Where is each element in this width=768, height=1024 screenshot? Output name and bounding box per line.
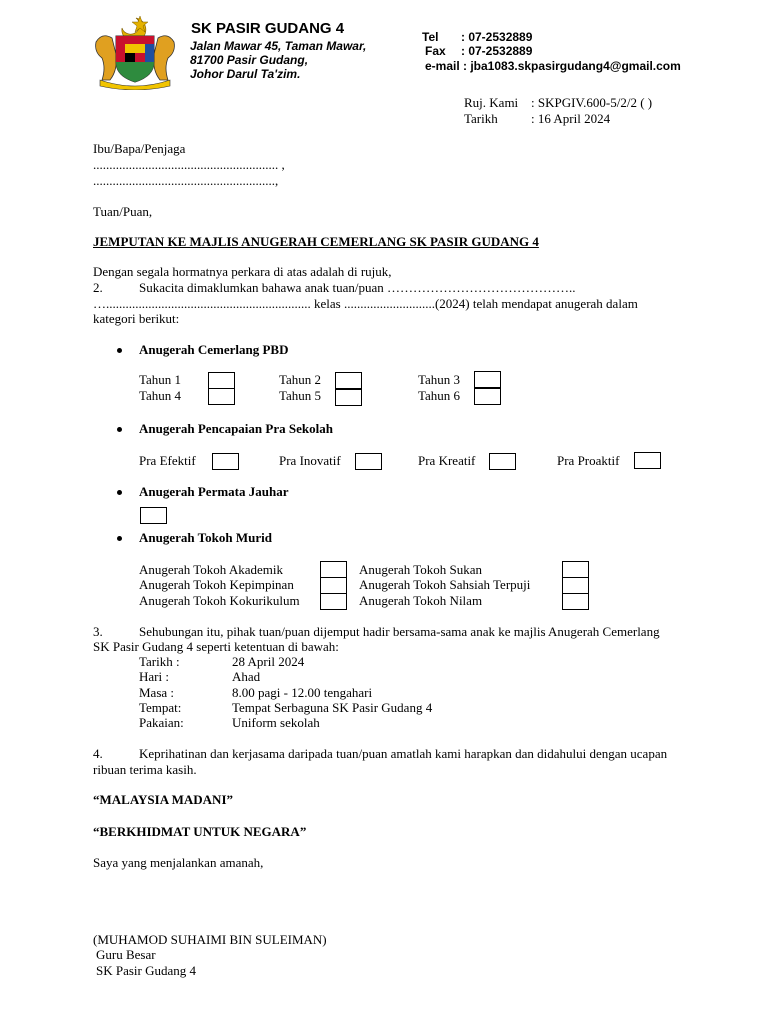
pbd-label: Tahun 2: [279, 372, 322, 387]
checkbox-tahun-6[interactable]: [474, 388, 501, 405]
detail-label: Tempat:: [139, 700, 182, 715]
tel-label: Tel: [422, 30, 439, 44]
signatory-school: SK Pasir Gudang 4: [96, 963, 197, 978]
detail-value: 8.00 pagi - 12.00 tengahari: [232, 685, 373, 700]
subject-heading: JEMPUTAN KE MAJLIS ANUGERAH CEMERLANG SK PASIR GUDANG 4: [93, 234, 539, 249]
checkbox-tokoh-sahsiah[interactable]: [562, 577, 589, 594]
checkbox-tokoh-akademik[interactable]: [320, 561, 347, 578]
fax-label: Fax: [425, 44, 446, 58]
pbd-label: Tahun 3: [418, 372, 461, 387]
signatory-title: Guru Besar: [96, 947, 156, 962]
paragraph-4-number: 4.: [93, 746, 103, 761]
pbd-label: Tahun 6: [418, 388, 461, 403]
salutation: Tuan/Puan,: [93, 204, 153, 219]
paragraph-4-line-2: ribuan terima kasih.: [93, 762, 197, 777]
bullet: [117, 427, 122, 432]
prasekolah-label: Pra Inovatif: [279, 453, 341, 468]
category-permata-title: Anugerah Permata Jauhar: [139, 484, 289, 499]
school-address-1: Jalan Mawar 45, Taman Mawar,: [190, 39, 367, 53]
tokoh-label: Anugerah Tokoh Sukan: [359, 562, 483, 577]
date-label: Tarikh: [464, 111, 498, 126]
checkbox-tahun-1[interactable]: [208, 372, 235, 389]
motto-malaysia-madani: “MALAYSIA MADANI”: [93, 792, 234, 807]
checkbox-tokoh-nilam[interactable]: [562, 593, 589, 610]
tokoh-label: Anugerah Tokoh Sahsiah Terpuji: [359, 577, 531, 592]
recipient-blank-2: ........................................................,: [93, 173, 279, 188]
bullet: [117, 490, 122, 495]
checkbox-tahun-5[interactable]: [335, 389, 362, 406]
paragraph-3-line-2: SK Pasir Gudang 4 seperti ketentuan di bawah:: [93, 639, 339, 654]
category-pbd-title: Anugerah Cemerlang PBD: [139, 342, 289, 357]
tokoh-label: Anugerah Tokoh Kokurikulum: [139, 593, 300, 608]
category-tokoh-title: Anugerah Tokoh Murid: [139, 530, 272, 545]
prasekolah-label: Pra Kreatif: [418, 453, 476, 468]
school-name: SK PASIR GUDANG 4: [191, 20, 345, 37]
recipient-title: Ibu/Bapa/Penjaga: [93, 141, 186, 156]
paragraph-4-line-1: Keprihatinan dan kerjasama daripada tuan/puan amatlah kami harapkan dan didahului dengan ucapan: [139, 746, 668, 761]
tel-number: : 07-2532889: [461, 30, 533, 44]
ref-value: : SKPGIV.600-5/2/2 ( ): [531, 95, 653, 110]
checkbox-tahun-2[interactable]: [335, 372, 362, 389]
checkbox-tokoh-kokurikulum[interactable]: [320, 593, 347, 610]
detail-value: Tempat Serbaguna SK Pasir Gudang 4: [232, 700, 433, 715]
school-address-3: Johor Darul Ta'zim.: [190, 67, 301, 81]
detail-label: Masa :: [139, 685, 175, 700]
signatory-name: (MUHAMOD SUHAIMI BIN SULEIMAN): [93, 932, 327, 947]
detail-label: Tarikh :: [139, 654, 180, 669]
detail-value: Ahad: [232, 669, 261, 684]
detail-value: Uniform sekolah: [232, 715, 320, 730]
checkbox-pra-efektif[interactable]: [212, 453, 239, 470]
paragraph-2-line-1: Sukacita dimaklumkan bahawa anak tuan/puan ……………………………………..: [139, 280, 576, 295]
tokoh-label: Anugerah Tokoh Akademik: [139, 562, 283, 577]
checkbox-permata-jauhar[interactable]: [140, 507, 167, 524]
checkbox-tahun-3[interactable]: [474, 371, 501, 388]
detail-label: Hari :: [139, 669, 169, 684]
email-line: e-mail : jba1083.skpasirgudang4@gmail.com: [425, 59, 681, 73]
date-value: : 16 April 2024: [531, 111, 611, 126]
category-prasekolah-title: Anugerah Pencapaian Pra Sekolah: [139, 421, 333, 436]
checkbox-pra-inovatif[interactable]: [355, 453, 382, 470]
paragraph-2-line-3: kategori berikut:: [93, 311, 180, 326]
motto-berkhidmat: “BERKHIDMAT UNTUK NEGARA”: [93, 824, 307, 839]
prasekolah-label: Pra Proaktif: [557, 453, 620, 468]
recipient-blank-1: ......................................................... ,: [93, 157, 285, 172]
paragraph-2-number: 2.: [93, 280, 103, 295]
bullet: [117, 536, 122, 541]
paragraph-3-number: 3.: [93, 624, 103, 639]
tokoh-label: Anugerah Tokoh Kepimpinan: [139, 577, 294, 592]
pbd-label: Tahun 4: [139, 388, 182, 403]
pbd-label: Tahun 1: [139, 372, 182, 387]
checkbox-pra-proaktif[interactable]: [634, 452, 661, 469]
bullet: [117, 348, 122, 353]
checkbox-pra-kreatif[interactable]: [489, 453, 516, 470]
checkbox-tahun-4[interactable]: [208, 388, 235, 405]
paragraph-2-line-2: …............................................................... kelas ............................(2024) telah mendapat anugerah dalam: [93, 296, 638, 311]
checkbox-tokoh-sukan[interactable]: [562, 561, 589, 578]
fax-number: : 07-2532889: [461, 44, 533, 58]
school-address-2: 81700 Pasir Gudang,: [190, 53, 309, 67]
checkbox-tokoh-kepimpinan[interactable]: [320, 577, 347, 594]
closing-line: Saya yang menjalankan amanah,: [93, 855, 264, 870]
coat-of-arms-logo: [92, 14, 178, 90]
detail-label: Pakaian:: [139, 715, 184, 730]
paragraph-3-line-1: Sehubungan itu, pihak tuan/puan dijemput hadir bersama-sama anak ke majlis Anugerah Cemerlang: [139, 624, 660, 639]
paragraph-1: Dengan segala hormatnya perkara di atas adalah di rujuk,: [93, 264, 392, 279]
detail-value: 28 April 2024: [232, 654, 305, 669]
prasekolah-label: Pra Efektif: [139, 453, 196, 468]
ref-label: Ruj. Kami: [464, 95, 519, 110]
pbd-label: Tahun 5: [279, 388, 322, 403]
tokoh-label: Anugerah Tokoh Nilam: [359, 593, 483, 608]
